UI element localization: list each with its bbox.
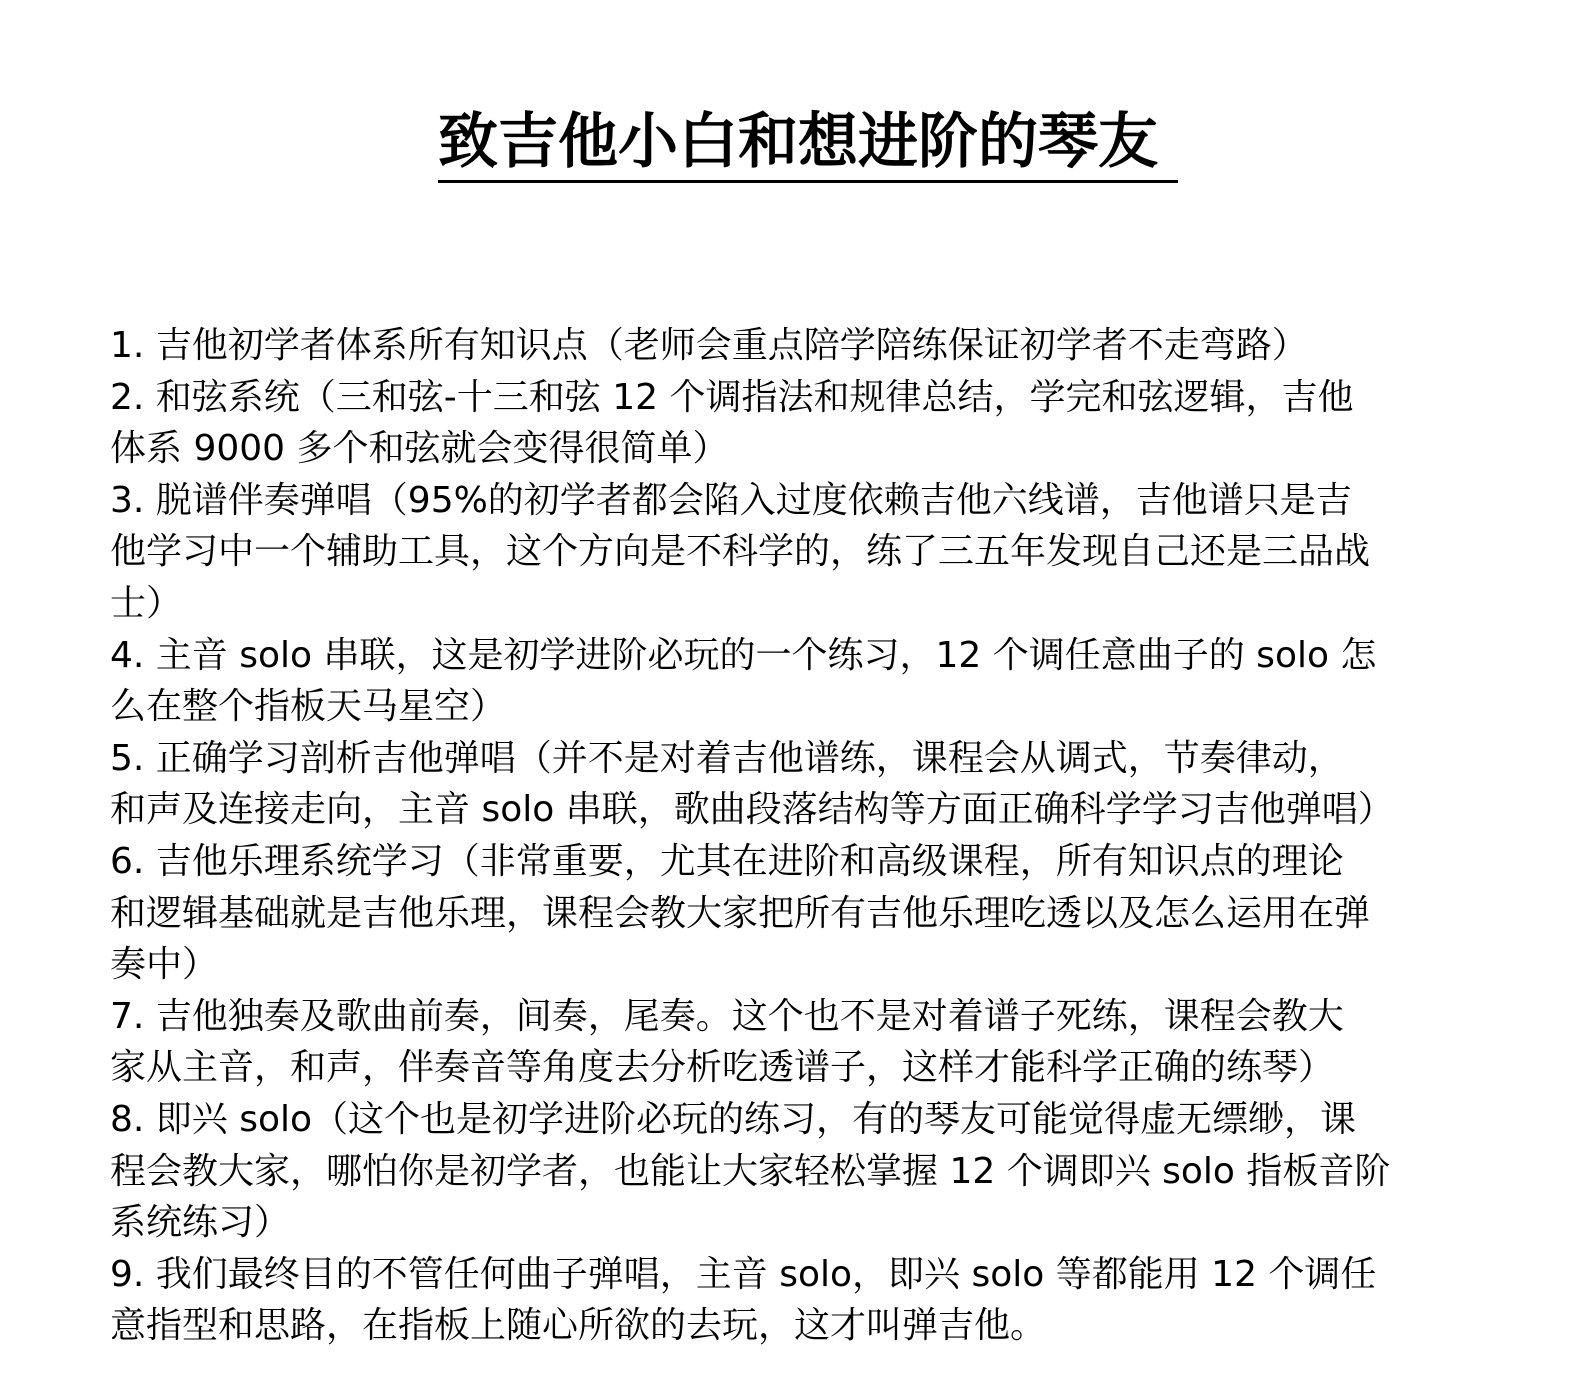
list-item-line: 6. 吉他乐理系统学习（非常重要，尤其在进阶和高级课程，所有知识点的理论 <box>110 840 1344 882</box>
list-item-line: 5. 正确学习剖析吉他弹唱（并不是对着吉他谱练，课程会从调式，节奏律动， <box>110 737 1344 779</box>
list-item <box>110 320 1470 372</box>
list-item <box>110 630 1470 733</box>
list-item <box>110 1249 1470 1352</box>
list-item-line: 4. 主音 solo 串联，这是初学进阶必玩的一个练习，12 个调任意曲子的 solo 怎 <box>110 634 1377 676</box>
list-item <box>110 1094 1470 1249</box>
list-item <box>110 733 1470 836</box>
list-item-line: 2. 和弦系统（三和弦-十三和弦 12 个调指法和规律总结，学完和弦逻辑，吉他 <box>110 376 1354 418</box>
list-item <box>110 991 1470 1094</box>
list-item-line: 么在整个指板天马星空） <box>110 686 507 728</box>
list-item <box>110 372 1470 475</box>
list-item-line: 和声及连接走向，主音 solo 串联，歌曲段落结构等方面正确科学学习吉他弹唱） <box>110 789 1394 831</box>
list-item-line: 家从主音，和声，伴奏音等角度去分析吃透谱子，这样才能科学正确的练琴） <box>110 1047 1335 1089</box>
page-title: 致吉他小白和想进阶的琴友 <box>438 107 1158 177</box>
list-item-line: 士） <box>110 582 183 624</box>
list-item-line: 3. 脱谱伴奏弹唱（95%的初学者都会陷入过度依赖吉他六线谱，吉他谱只是吉 <box>110 479 1352 521</box>
list-item-line: 1. 吉他初学者体系所有知识点（老师会重点陪学陪练保证初学者不走弯路） <box>110 325 1308 366</box>
title-underline <box>438 180 1178 183</box>
list-item-line: 奏中） <box>110 944 219 986</box>
list-item-line: 8. 即兴 solo（这个也是初学进阶必玩的练习，有的琴友可能觉得虚无缥缈，课 <box>110 1098 1357 1140</box>
list-item-line: 7. 吉他独奏及歌曲前奏，间奏，尾奏。这个也不是对着谱子死练，课程会教大 <box>110 995 1344 1037</box>
title-block <box>438 104 1178 184</box>
list-item-line: 程会教大家，哪怕你是初学者，也能让大家轻松掌握 12 个调即兴 solo 指板音阶 <box>110 1150 1391 1192</box>
list-item <box>110 836 1470 991</box>
list-item-line: 他学习中一个辅助工具，这个方向是不科学的，练了三五年发现自己还是三品战 <box>110 531 1371 573</box>
list-item-line: 系统练习） <box>110 1202 291 1244</box>
list-item <box>110 475 1470 630</box>
list-item-line: 意指型和思路，在指板上随心所欲的去玩，这才叫弹吉他。 <box>110 1305 1047 1347</box>
list-item-line: 和逻辑基础就是吉他乐理，课程会教大家把所有吉他乐理吃透以及怎么运用在弹 <box>110 892 1371 934</box>
list-item-line: 体系 9000 多个和弦就会变得很简单） <box>110 428 729 470</box>
numbered-list <box>110 320 1470 1352</box>
list-item-line: 9. 我们最终目的不管任何曲子弹唱，主音 solo，即兴 solo 等都能用 12 个调任 <box>110 1253 1377 1295</box>
